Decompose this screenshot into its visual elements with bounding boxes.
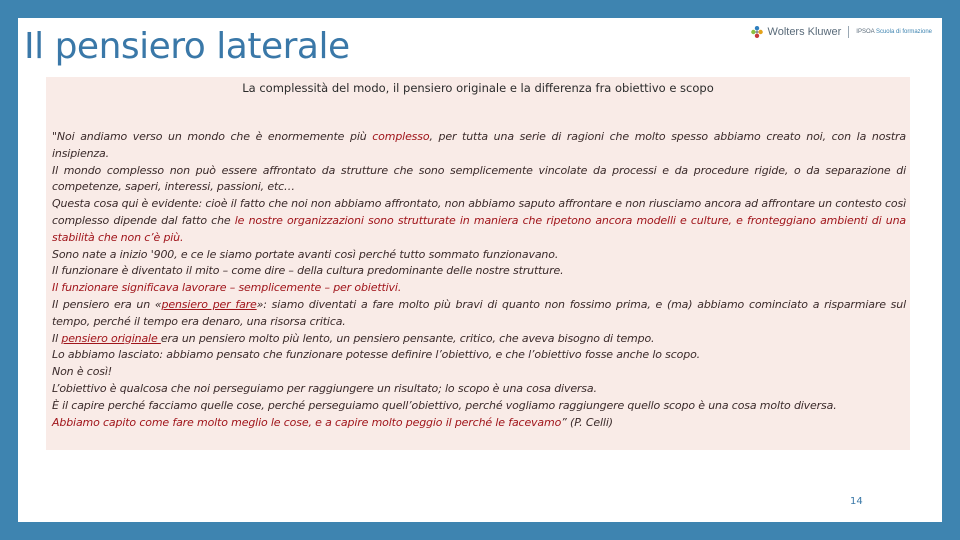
quote-paragraph: Il pensiero originale era un pensiero molto più lento, un pensiero pensante, critico, che aveva bisogno di tempo. bbox=[52, 331, 655, 345]
quote-paragraph: Il mondo complesso non può essere affrontato da strutture che sono semplicemente vincolate da processi e da procedure rigide, o da separazione di competenze, saperi, interessi, passioni, etc… bbox=[52, 163, 906, 194]
quote-paragraph: Questa cosa qui è evidente: cioè il fatto che noi non abbiamo affrontato, non abbiamo saputo affrontare e non riusciamo ancora ad affrontare un contesto così complesso dipende dal fatto che le nostre organizzazioni sono strutturate in maniera che ripetono ancora modelli e culture, e fronteggiano ambienti di una stabilità che non c’è più. bbox=[52, 197, 906, 244]
quote-paragraph: "Noi andiamo verso un mondo che è enormemente più complesso, per tutta una serie di ragioni che molto spesso abbiamo creato noi, con la nostra insipienza. bbox=[52, 130, 907, 160]
quote-paragraph: L’obiettivo è qualcosa che noi perseguiamo per raggiungere un risultato; lo scopo è una cosa diversa. bbox=[52, 381, 597, 395]
quote-paragraph: Il funzionare significava lavorare – semplicemente – per obiettivi. bbox=[52, 281, 402, 295]
quote-paragraph: Sono nate a inizio '900, e ce le siamo portate avanti così perché tutto sommato funzionavano. bbox=[52, 247, 559, 261]
logo-sub-prefix: IPSOA bbox=[856, 29, 875, 35]
highlight-text: le nostre organizzazioni sono strutturate in maniera che ripetono ancora modelli e culture, e fronteggiano ambienti di una stabilità che non c’è più. bbox=[52, 213, 906, 244]
logo-sub-text bbox=[856, 29, 932, 35]
quote-paragraph: È il capire perché facciamo quelle cose, perché perseguiamo quell’obiettivo, perché vogliamo raggiungere quello scopo è una cosa molto diversa. bbox=[52, 398, 837, 412]
quote-paragraph: Non è così! bbox=[52, 365, 113, 379]
quote-paragraph: Il funzionare è diventato il mito – come dire – della cultura predominante delle nostre strutture. bbox=[52, 264, 564, 278]
highlight-text: complesso bbox=[372, 130, 430, 143]
quote-paragraph: Lo abbiamo lasciato: abbiamo pensato che funzionare potesse definire l’obiettivo, e che l’obiettivo fosse anche lo scopo. bbox=[52, 348, 701, 362]
highlight-text: Abbiamo capito come fare molto meglio le cose, e a capire molto peggio il perché le facevamo bbox=[52, 415, 562, 429]
logo-brand-text: Wolters Kluwer bbox=[767, 26, 842, 38]
underlined-highlight-text: pensiero originale bbox=[61, 331, 161, 345]
wolters-kluwer-logo-icon bbox=[750, 25, 764, 39]
underlined-highlight-text: pensiero per fare bbox=[161, 297, 257, 311]
quote-panel bbox=[46, 77, 910, 450]
logo-sub-suffix: Scuola di formazione bbox=[875, 29, 932, 35]
slide bbox=[18, 18, 942, 522]
quote-paragraph: Abbiamo capito come fare molto meglio le cose, e a capire molto peggio il perché le facevamo” (P. Celli) bbox=[52, 415, 613, 429]
slide-title: Il pensiero laterale bbox=[24, 26, 350, 67]
page-number: 14 bbox=[850, 496, 863, 507]
logo-divider bbox=[848, 26, 849, 38]
quote-body bbox=[52, 129, 906, 431]
quote-paragraph: Il pensiero era un «pensiero per fare»: siamo diventati a fare molto più bravi di quanto non fossimo prima, e (ma) abbiamo cominciato a risparmiare sul tempo, perché il tempo era denaro, una risorsa critica. bbox=[52, 297, 906, 328]
brand-logo bbox=[750, 22, 932, 42]
panel-subtitle: La complessità del modo, il pensiero originale e la differenza fra obiettivo e scopo bbox=[242, 81, 714, 95]
